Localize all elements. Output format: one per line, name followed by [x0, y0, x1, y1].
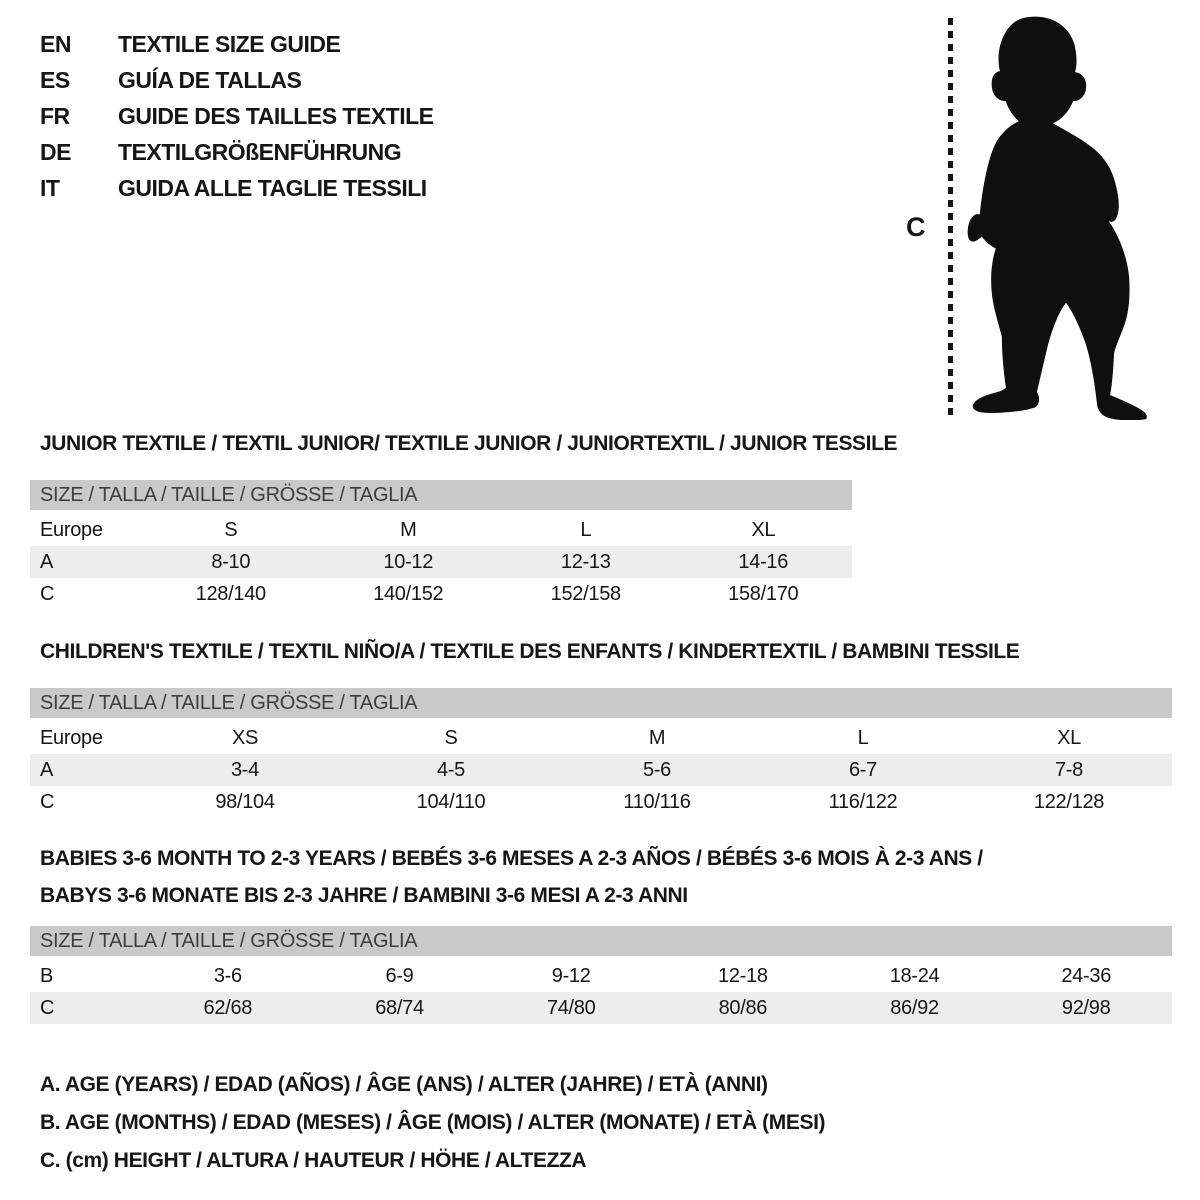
language-code: ES — [40, 66, 70, 93]
guide-title: GUIDA ALLE TAGLIE TESSILI — [118, 174, 427, 201]
size-header-bar: SIZE / TALLA / TAILLE / GRÖSSE / TAGLIA — [30, 688, 1172, 718]
table-cell: 5-6 — [642, 758, 671, 781]
table-row-height — [30, 578, 852, 610]
table-cell: L — [580, 518, 592, 541]
table-cell: M — [400, 518, 417, 541]
language-code: IT — [40, 174, 60, 201]
table-cell: S — [444, 726, 458, 749]
table-cell: 9-12 — [551, 964, 591, 987]
language-title-list — [40, 26, 434, 206]
table-cell: XS — [231, 726, 259, 749]
table-row-europe — [30, 514, 852, 546]
table-row-height — [30, 992, 1172, 1024]
row-label: A — [40, 758, 54, 781]
measurement-legend — [40, 1066, 825, 1180]
size-header-bar: SIZE / TALLA / TAILLE / GRÖSSE / TAGLIA — [30, 926, 1172, 956]
row-label: A — [40, 550, 54, 573]
guide-title: TEXTILE SIZE GUIDE — [118, 30, 341, 57]
table-cell: 104/110 — [416, 790, 486, 813]
table-row-age — [30, 754, 1172, 786]
table-cell: 110/116 — [623, 790, 691, 813]
table-cell: 128/140 — [195, 582, 266, 605]
toddler-silhouette-icon — [965, 14, 1157, 420]
table-cell: L — [857, 726, 869, 749]
language-code: DE — [40, 138, 71, 165]
table-cell: 12-13 — [560, 550, 611, 573]
table-cell: 10-12 — [383, 550, 434, 573]
row-label: C — [40, 582, 55, 605]
size-header-bar: SIZE / TALLA / TAILLE / GRÖSSE / TAGLIA — [30, 480, 852, 510]
guide-title: TEXTILGRÖßENFÜHRUNG — [118, 138, 402, 165]
table-cell: XL — [1057, 726, 1081, 749]
legend-line-a: A. AGE (YEARS) / EDAD (AÑOS) / ÂGE (ANS) / ALTER (JAHRE) / ETÀ (ANNI) — [40, 1073, 768, 1096]
section-title-babies-line1: BABIES 3-6 MONTH TO 2-3 YEARS / BEBÉS 3-6 MESES A 2-3 AÑOS / BÉBÉS 3-6 MOIS À 2-3 ANS / — [40, 847, 983, 870]
section-title-babies — [40, 840, 983, 914]
table-cell: 86/92 — [890, 996, 939, 1019]
table-cell: 74/80 — [546, 996, 596, 1019]
table-cell: 12-18 — [718, 964, 768, 987]
guide-title: GUÍA DE TALLAS — [118, 66, 302, 93]
table-cell: XL — [751, 518, 776, 541]
table-cell: 18-24 — [889, 964, 940, 987]
table-cell: 14-16 — [738, 550, 789, 573]
table-cell: 140/152 — [373, 582, 444, 605]
table-cell: 4-5 — [436, 758, 465, 781]
measure-label-c: C — [906, 212, 926, 242]
table-row-height — [30, 786, 1172, 818]
table-cell: M — [648, 726, 666, 749]
language-code: EN — [40, 30, 71, 57]
language-row — [40, 98, 434, 134]
table-cell: S — [224, 518, 238, 541]
language-row — [40, 26, 434, 62]
legend-line-b: B. AGE (MONTHS) / EDAD (MESES) / ÂGE (MOIS) / ALTER (MONATE) / ETÀ (MESI) — [40, 1111, 826, 1134]
table-cell: 98/104 — [215, 790, 275, 813]
table-cell: 158/170 — [728, 582, 799, 605]
table-cell: 6-7 — [848, 758, 877, 781]
table-cell: 152/158 — [550, 582, 621, 605]
table-cell: 24-36 — [1061, 964, 1112, 987]
table-cell: 62/68 — [203, 996, 253, 1019]
table-cell: 8-10 — [211, 550, 251, 573]
row-label: B — [40, 964, 54, 987]
language-row — [40, 62, 434, 98]
table-cell: 80/86 — [718, 996, 768, 1019]
legend-line-c: C. (cm) HEIGHT / ALTURA / HAUTEUR / HÖHE / ALTEZZA — [40, 1149, 587, 1172]
table-cell: 6-9 — [385, 964, 414, 987]
table-cell: 3-6 — [213, 964, 242, 987]
table-row-europe — [30, 722, 1172, 754]
row-label: Europe — [40, 518, 103, 541]
section-title-junior: JUNIOR TEXTILE / TEXTIL JUNIOR/ TEXTILE JUNIOR / JUNIORTEXTIL / JUNIOR TESSILE — [40, 432, 898, 455]
section-title-children: CHILDREN'S TEXTILE / TEXTIL NIÑO/A / TEXTILE DES ENFANTS / KINDERTEXTIL / BAMBINI TESSILE — [40, 640, 1020, 663]
row-label: Europe — [40, 726, 103, 749]
children-size-table — [30, 688, 1172, 818]
section-title-babies-line2: BABYS 3-6 MONATE BIS 2-3 JAHRE / BAMBINI 3-6 MESI A 2-3 ANNI — [40, 884, 688, 907]
language-row — [40, 170, 434, 206]
table-cell: 116/122 — [828, 790, 898, 813]
row-label: C — [40, 790, 55, 813]
table-cell: 92/98 — [1061, 996, 1111, 1019]
table-cell: 68/74 — [375, 996, 424, 1019]
table-cell: 3-4 — [230, 758, 259, 781]
table-row-months — [30, 960, 1172, 992]
babies-size-table — [30, 926, 1172, 1024]
table-cell: 7-8 — [1054, 758, 1083, 781]
guide-title: GUIDE DES TAILLES TEXTILE — [118, 102, 434, 129]
table-row-age — [30, 546, 852, 578]
height-measure-dashed-line — [948, 18, 953, 416]
row-label: C — [40, 996, 55, 1019]
junior-size-table — [30, 480, 852, 610]
language-code: FR — [40, 102, 70, 129]
table-cell: 122/128 — [1033, 790, 1105, 813]
language-row — [40, 134, 434, 170]
